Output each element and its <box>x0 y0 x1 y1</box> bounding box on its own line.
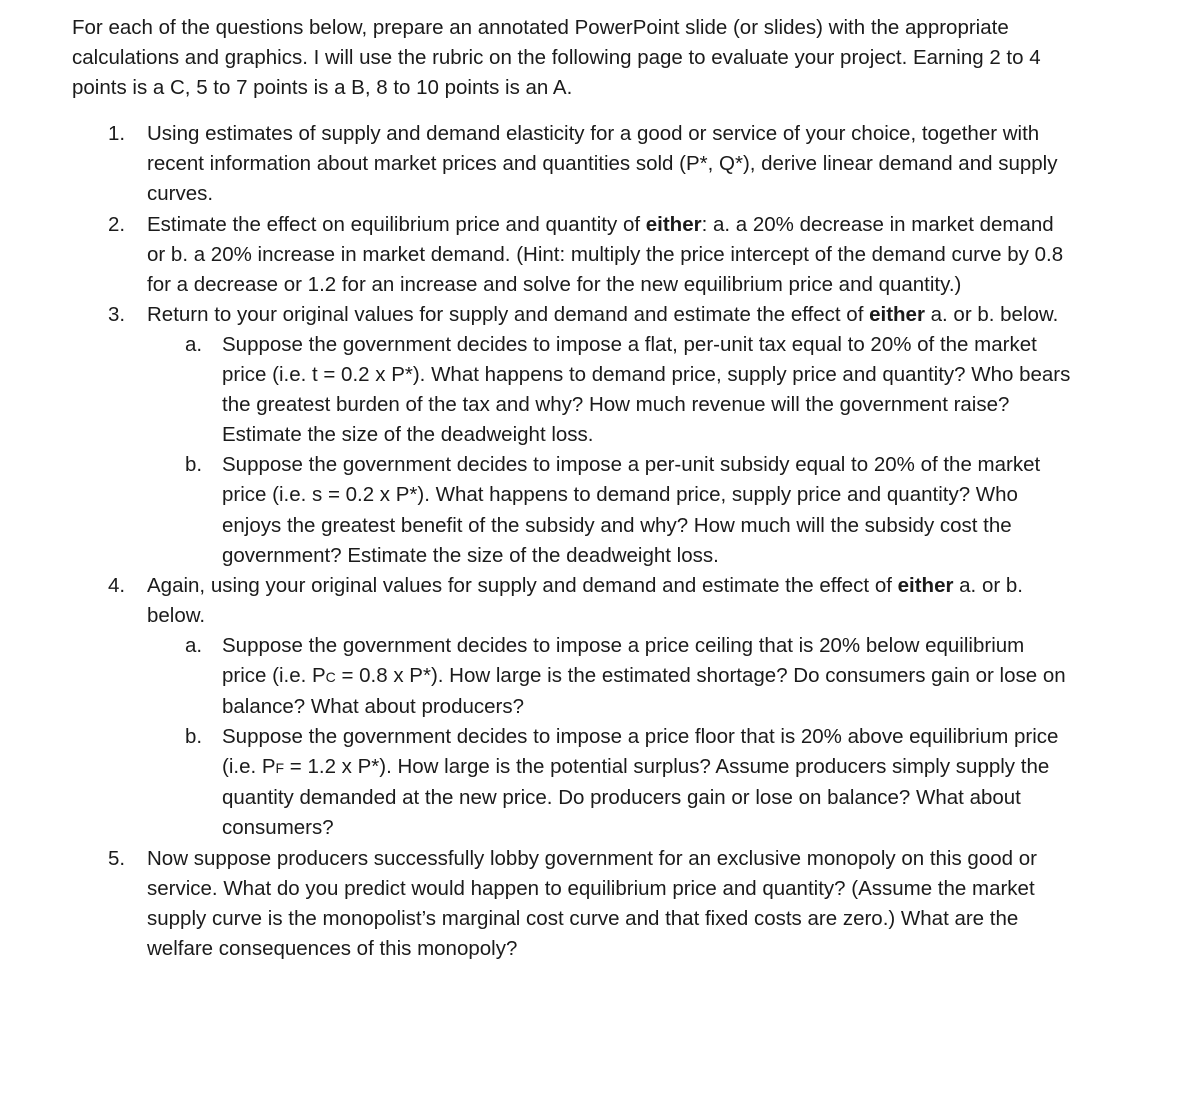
question-number: 5. <box>108 846 126 870</box>
sub-question-letter: a. <box>185 633 203 657</box>
subscript-c: C <box>325 668 336 685</box>
question-text-post: a. or b. below. <box>924 302 1059 326</box>
sub-question-text: Suppose the government decides to impose a per-unit subsidy equal to 20% of the market price (i.e. s = 0.2 x P*). What happens to demand price, supply price and quantity? Who enjoys the greatest benefit of the subsidy and why? How much will the subsidy cost the government? Estimate the size of the deadweight loss. <box>222 453 1041 567</box>
sub-question-text-pre: Suppose the government decides to impose a price floor that is 20% above equilibrium price (i.e. P <box>222 725 1059 779</box>
question-number: 3. <box>108 302 126 326</box>
intro-paragraph: For each of the questions below, prepare an annotated PowerPoint slide (or slides) with the appropriate calculations and graphics. I will use the rubric on the following page to evaluate your project. Earning 2 to 4 points is a C, 5 to 7 points is a B, 8 to 10 points is an A. <box>72 16 1041 100</box>
question-4 <box>72 571 1072 844</box>
question-list <box>72 119 1072 964</box>
question-3 <box>72 300 1072 571</box>
sub-question-letter: b. <box>185 725 203 749</box>
question-text-pre: Again, using your original values for supply and demand and estimate the effect of <box>147 573 898 597</box>
question-3b <box>147 450 1072 570</box>
question-2 <box>72 210 1072 300</box>
sub-question-text: Suppose the government decides to impose a flat, per-unit tax equal to 20% of the market price (i.e. t = 0.2 x P*). What happens to demand price, supply price and quantity? Who bears the greatest burden of the tax and why? How much revenue will the government raise? Estimate the size of the deadweight loss. <box>222 332 1071 447</box>
question-text: Using estimates of supply and demand elasticity for a good or service of your choice, together with recent information about market prices and quantities sold (P*, Q*), derive linear demand and supply curves. <box>147 122 1058 206</box>
sub-question-letter: a. <box>185 332 203 356</box>
question-number: 4. <box>108 573 126 597</box>
subscript-f: F <box>275 760 285 777</box>
question-text-post: : a. a 20% decrease in market demand or b. a 20% increase in market demand. (Hint: multiply the price intercept of the demand curve by 0.8 for a decrease or 1.2 for an increase and solve for the new equilibrium price and quantity.) <box>147 212 1064 296</box>
question-text-pre: Return to your original values for supply and demand and estimate the effect of <box>147 302 870 326</box>
sub-question-text-post: = 1.2 x P*). How large is the potential surplus? Assume producers simply supply the quantity demanded at the new price. Do producers gain or lose on balance? What about consumers? <box>222 755 1050 840</box>
question-number: 2. <box>108 212 126 236</box>
question-text-pre: Estimate the effect on equilibrium price and quantity of <box>147 212 646 236</box>
question-text: Now suppose producers successfully lobby government for an exclusive monopoly on this good or service. What do you predict would happen to equilibrium price and quantity? (Assume the market supply curve is the monopolist’s marginal cost curve and that fixed costs are zero.) What are the welfare consequences of this monopoly? <box>147 846 1037 960</box>
document <box>72 13 1072 964</box>
sub-question-list <box>147 631 1072 844</box>
emphasis-either: either <box>869 302 925 326</box>
question-4b <box>147 722 1072 843</box>
question-number: 1. <box>108 122 126 146</box>
question-text-post: a. or b. below. <box>147 573 1023 627</box>
sub-question-list <box>147 330 1072 571</box>
question-4a <box>147 631 1072 722</box>
question-1 <box>72 119 1072 209</box>
sub-question-text-pre: Suppose the government decides to impose a price ceiling that is 20% below equilibrium price (i.e. P <box>222 633 1025 687</box>
sub-question-text-post: = 0.8 x P*). How large is the estimated shortage? Do consumers gain or lose on balance? What about producers? <box>222 663 1066 719</box>
emphasis-either: either <box>897 573 954 597</box>
question-3a <box>147 330 1072 450</box>
emphasis-either: either <box>645 212 702 236</box>
sub-question-letter: b. <box>185 453 203 477</box>
question-5 <box>72 844 1072 964</box>
